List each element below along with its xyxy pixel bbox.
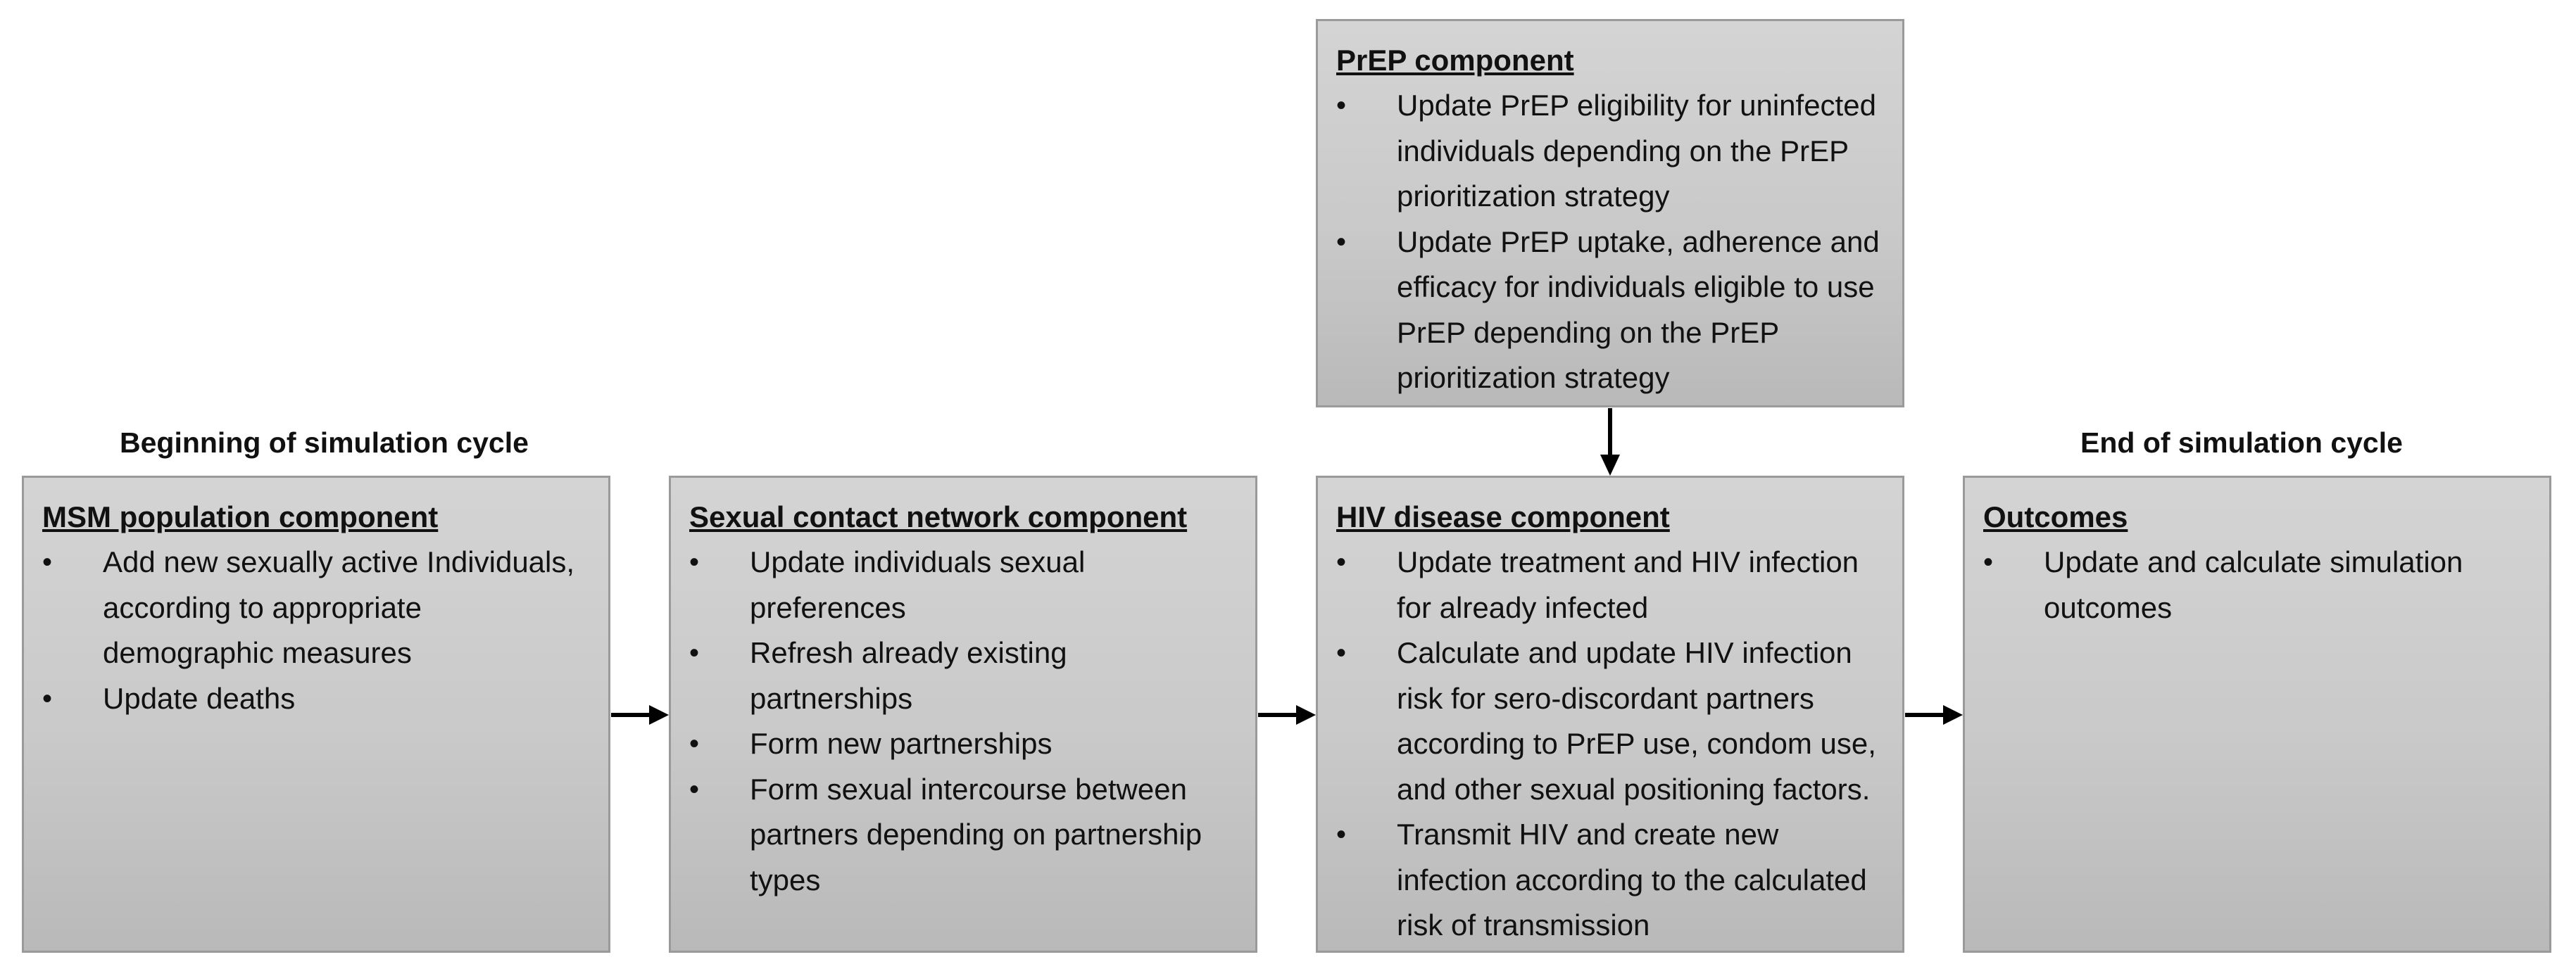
msm-item: • Add new sexually active Individuals, according to appropriate demographic measures	[42, 540, 590, 676]
hiv-disease-component-title: HIV disease component	[1336, 500, 1670, 533]
arrow-network-to-hiv	[1258, 705, 1316, 725]
network-item: • Refresh already existing partnerships	[689, 630, 1237, 721]
arrow-hiv-to-outcomes	[1905, 705, 1963, 725]
outcomes-title: Outcomes	[1983, 500, 2128, 533]
arrow-prep-to-hiv	[1600, 408, 1620, 476]
hiv-item: • Calculate and update HIV infection risk for sero-discordant partners according to PrEP use, condom use, and other sexual positioning factors.	[1336, 630, 1884, 812]
sexual-contact-network-component-title: Sexual contact network component	[689, 500, 1188, 533]
prep-component-title: PrEP component	[1336, 44, 1574, 77]
arrow-msm-to-network	[611, 705, 669, 725]
hiv-item: • Update treatment and HIV infection for already infected	[1336, 540, 1884, 630]
prep-item: • Update PrEP eligibility for uninfected individuals depending on the PrEP prioritization strategy	[1336, 83, 1884, 220]
outcomes-item: • Update and calculate simulation outcomes	[1983, 540, 2531, 630]
end-of-cycle-label: End of simulation cycle	[2080, 426, 2403, 459]
msm-population-component-title: MSM population component	[42, 500, 439, 533]
network-item: • Form new partnerships	[689, 721, 1237, 767]
network-item: • Form sexual intercourse between partners depending on partnership types	[689, 767, 1237, 904]
msm-item: • Update deaths	[42, 676, 590, 722]
beginning-of-cycle-label: Beginning of simulation cycle	[120, 426, 529, 459]
hiv-item: • Transmit HIV and create new infection according to the calculated risk of transmission	[1336, 812, 1884, 949]
network-item: • Update individuals sexual preferences	[689, 540, 1237, 630]
prep-item: • Update PrEP uptake, adherence and efficacy for individuals eligible to use PrEP depending on the PrEP prioritization strategy	[1336, 220, 1884, 401]
